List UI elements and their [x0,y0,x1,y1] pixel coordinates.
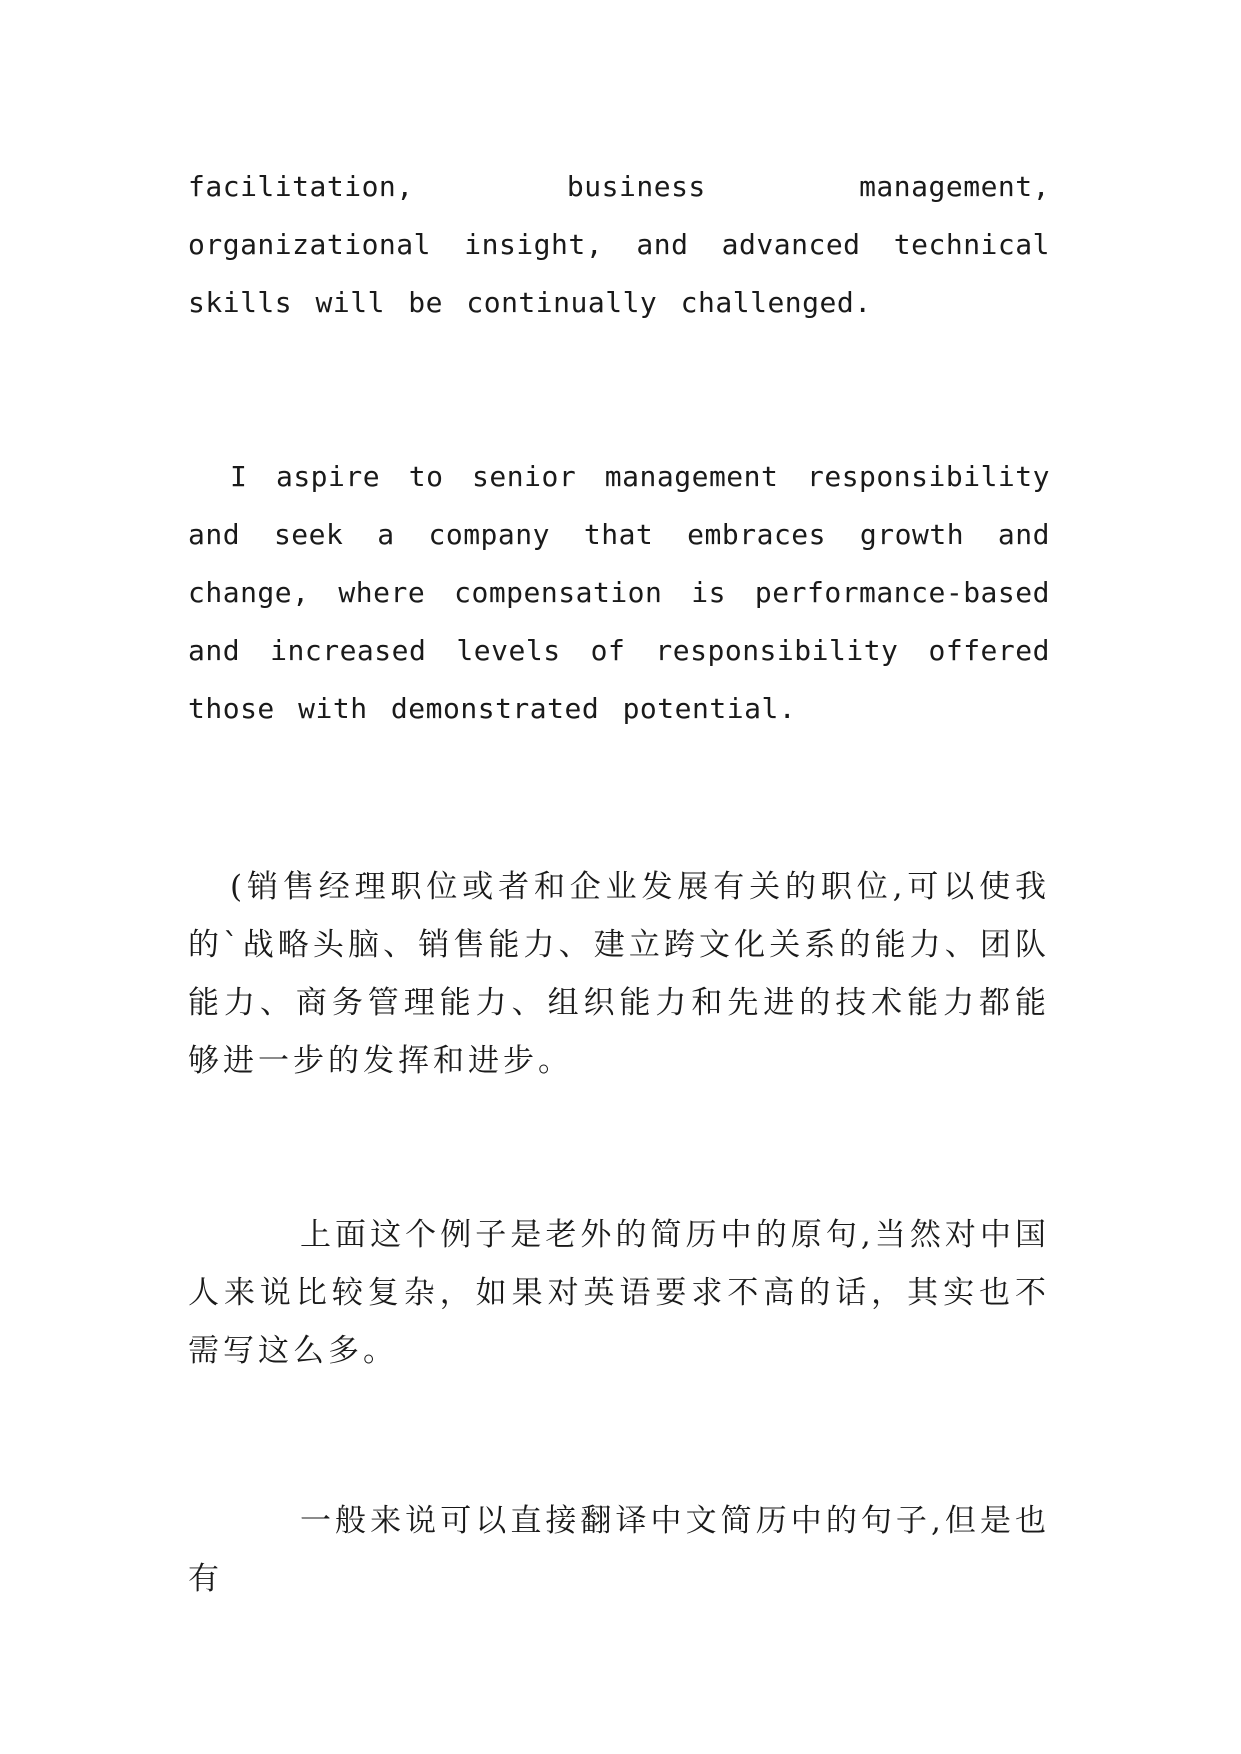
paragraph-skills-continuation: facilitation, business management, organizational insight, and advanced technical skills will be continually challenged. [188,170,1050,319]
paragraph-example-note: 上面这个例子是老外的简历中的原句,当然对中国人来说比较复杂，如果对英语要求不高的话，其实也不需写这么多。 [188,1217,1050,1369]
paragraph-chinese-translation: (销售经理职位或者和企业发展有关的职位,可以使我的`战略头脑、销售能力、建立跨文化关系的能力、团队能力、商务管理能力、组织能力和先进的技术能力都能够进一步的发挥和进步。 [188,869,1050,1079]
paragraph-career-aspiration: I aspire to senior management responsibility and seek a company that embraces growth and change, where compensation is performance-based and increased levels of responsibility offered those with demonstrated potential. [188,460,1050,725]
paragraph-translation-advice: 一般来说可以直接翻译中文简历中的句子,但是也有 [188,1503,1050,1597]
